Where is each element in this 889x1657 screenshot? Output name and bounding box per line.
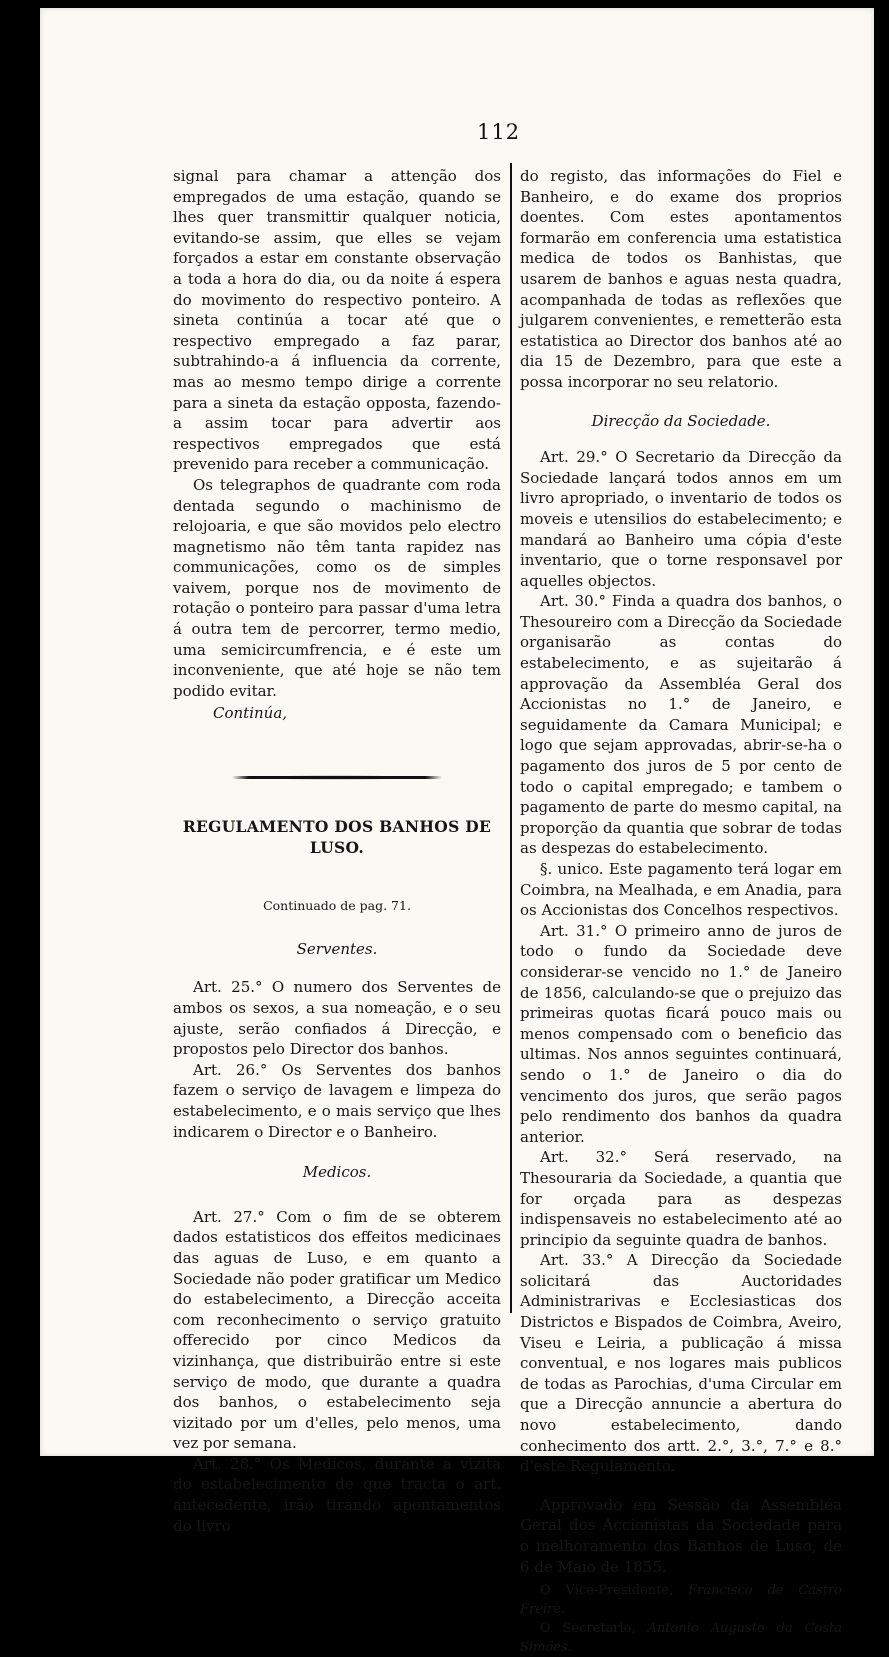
section-rule [232, 776, 442, 779]
secretary-name: Antonio Augusto da Costa Simões. [520, 1621, 843, 1656]
article-27: Art. 27.° Com o fim de se obterem dados estatisticos dos effeitos medicinaes das aguas de Luso, e em quanto a Sociedade não poder gratificar um Medico do estabelecimento, a Direcção acceita com reconhecimento o serviço gratuito offerecido por cinco Medicos da vizinhança, que distribuirão entre si este serviço de modo, que durante a quadra dos banhos, o estabelecimento seja vizitado por um d'elles, pelo menos, uma vez por semana. [173, 1207, 501, 1453]
page-number: 112 [477, 120, 521, 144]
article-25: Art. 25.° O numero dos Serventes de ambos os sexos, a sua nomeação, e o seu ajuste, serão confiados á Direcção, e propostos pelo Director dos banhos. [173, 978, 501, 1059]
article-33: Art. 33.° A Direcção da Sociedade solicitará das Auctoridades Administrarivas e Ecclesiasticas dos Districtos e Bispados de Coimbra, Aveiro, Viseu e Leiria, a publicação á missa conventual, e nos logares mais publicos de todas as Parochias, d'uma Circular em que a Direcção annuncie a abertura do novo estabelecimento, dando conhecimento dos artt. 2.°, 3.°, 7.° e 8.° d'este Regulamento. [520, 1251, 842, 1476]
continuado-note: Continuado de pag. 71. [263, 898, 411, 914]
left-paragraph-1: signal para chamar a attenção dos empregados de uma estação, quando se lhes quer transmittir qualquer noticia, evitando-se assim, que elles se vejam forçados a estar em constante observação a toda a hora do dia, ou da noite á espera do movimento do respectivo ponteiro. A sineta continúa a tocar até que o respectivo empregado a faz parar, subtrahindo-a á influencia da corrente, mas ao mesmo tempo dirige a corrente para a sineta da estação opposta, fazendo-a assim tocar para advertir aos respectivos empregados que está prevenido para receber a communicação. [173, 167, 501, 474]
article-29: Art. 29.° O Secretario da Direcção da Sociedade lançará todos annos em um livro apropriado, o inventario de todos os moveis e utensilios do estabelecimento; e mandará ao Banheiro uma cópia d'este inventario, que o torne responsavel por aquelles objectos. [520, 448, 842, 590]
vp-label: O Vice-Presidente, [540, 1583, 674, 1599]
article-30: Art. 30.° Finda a quadra dos banhos, o Thesoureiro com a Direcção da Sociedade organisarão as contas do estabelecimento, e as sujeitarão á approvação da Assembléa Geral dos Accionistas no 1.° de Janeiro, e seguidamente da Camara Municipal; e logo que sejam approvadas, abrir-se-ha o pagamento dos juros de 5 por cento de todo o capital empregado; e tambem o pagamento de parte do mesmo capital, na proporção da quantia que sobrar de todas as despezas do estabelecimento. [520, 592, 842, 858]
left-paragraph-2: Os telegraphos de quadrante com roda dentada segundo o machinismo de relojoaria, e que são movidos pelo electro magnetismo não têm tanta rapidez nas communicações, como os de simples vaivem, porque nos de movimento de rotação o ponteiro para passar d'uma letra á outra tem de percorrer, termo medio, uma semicircumfrencia, e é este um inconveniente, que até hoje se não tem podido evitar. [173, 475, 501, 700]
paragraph-unico: §. unico. Este pagamento terá logar em Coimbra, na Mealhada, e em Anadia, para os Accionistas dos Concelhos respectivos. [520, 860, 842, 920]
left-column [173, 166, 501, 1536]
article-28: Art. 28.° Os Medicos, durante a vizita do estabelecimento de que tracta o art. antecedente, irão tirando apontamentos do livro [173, 1454, 501, 1535]
column-divider [510, 163, 512, 1313]
right-paragraph-1: do registo, das informações do Fiel e Banheiro, e do exame dos proprios doentes. Com estes apontamentos formarão em conferencia uma estatistica medica de todos os Banhistas, que usarem de banhos e aguas nesta quadra, acompanhada de todas as reflexões que julgarem convenientes, e remetterão esta estatistica ao Director dos banhos até ao dia 15 de Dezembro, para que este a possa incorporar no seu relatorio. [520, 167, 842, 391]
right-column [520, 166, 842, 1657]
approval-note: Approvado em Sessão da Assembléa Geral dos Accionistas da Sociedade para o melhoramento dos Banhos de Luso, de 6 de Maio de 1855. [520, 1495, 842, 1576]
document-page [40, 8, 874, 1656]
secretary-label: O Secretario, [540, 1621, 636, 1637]
article-26: Art. 26.° Os Serventes dos banhos fazem o serviço de lavagem e limpeza do estabelecimento, e o mais serviço que lhes indicarem o Director e o Banheiro. [173, 1060, 501, 1141]
vice-president-signature [520, 1581, 842, 1619]
vp-name: Francisco de Castro Freire. [520, 1583, 842, 1618]
continua-note: Continúa, [213, 704, 288, 723]
section-heading-direccao: Direcção da Sociedade. [591, 411, 771, 430]
article-32: Art. 32.° Será reservado, na Thesouraria da Sociedade, a quantia que for orçada para as despezas indispensaveis no estabelecimento até ao principio da seguinte quadra de banhos. [520, 1148, 842, 1249]
secretary-signature [520, 1619, 842, 1657]
section-heading-medicos: Medicos. [302, 1163, 372, 1182]
article-31: Art. 31.° O primeiro anno de juros de todo o fundo da Sociedade deve considerar-se vencido no 1.° de Janeiro de 1856, calculando-se que o prejuizo das primeiras quotas ficará pouco mais ou menos compensado com o beneficio das ultimas. Nos annos seguintes continuará, sendo o 1.° de Janeiro o dia do vencimento dos juros, que serão pagos pelo rendimento dos banhos da quadra anterior. [520, 921, 842, 1146]
regulation-title: REGULAMENTO DOS BANHOS DE LUSO. [182, 817, 492, 857]
section-heading-serventes: Serventes. [296, 939, 378, 958]
